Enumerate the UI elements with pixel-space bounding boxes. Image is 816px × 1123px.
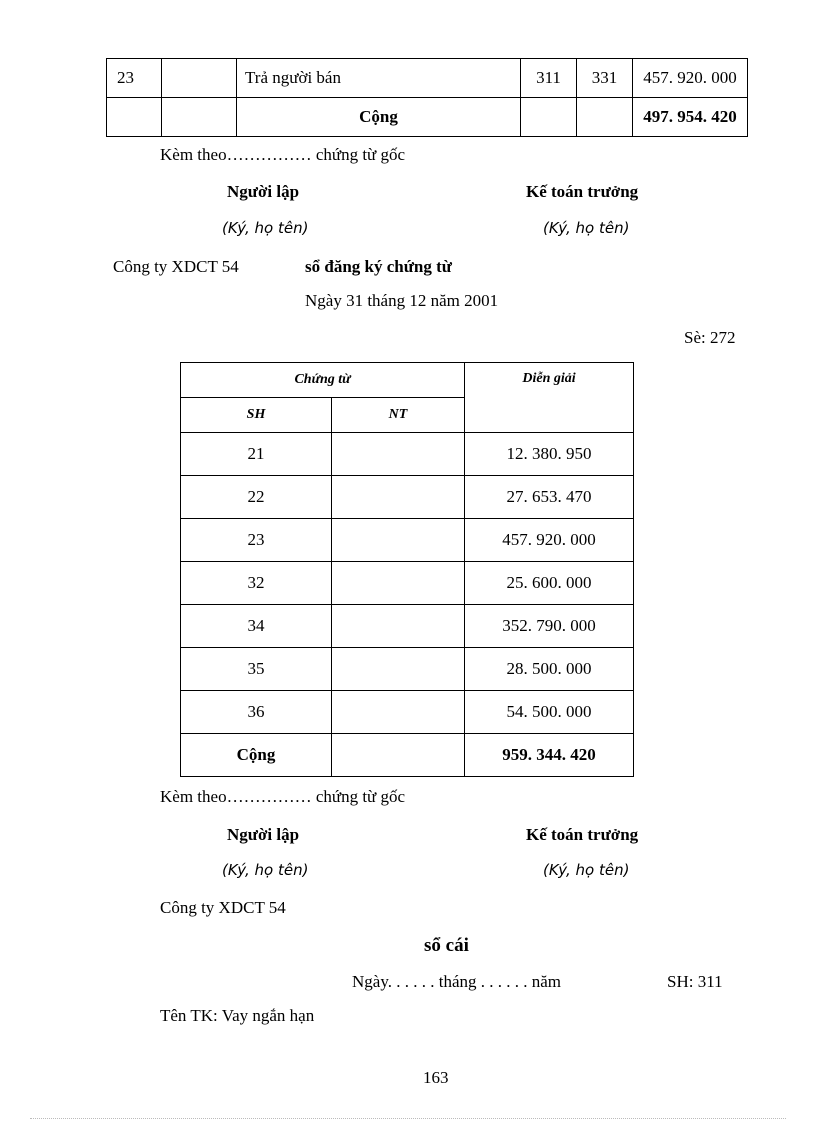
chief-accountant-label: Kế toán trưởng (526, 825, 639, 844)
table-row (181, 476, 634, 519)
header-nt: NT (332, 398, 465, 433)
cell-sh: 22 (181, 476, 332, 519)
cell-nt (162, 59, 237, 98)
header-row (181, 363, 634, 398)
page-bottom-rule (30, 1118, 786, 1119)
total-amount: 497. 954. 420 (633, 98, 748, 137)
chief-signature-note: (Ký, họ tên) (543, 219, 630, 237)
table-row (107, 59, 748, 98)
register-number: Sè: 272 (684, 328, 736, 347)
chief-accountant-label: Kế toán trưởng (526, 182, 639, 201)
preparer-label: Người lập (227, 182, 300, 201)
cell-sh: 36 (181, 691, 332, 734)
cell-credit-account: 331 (577, 59, 633, 98)
cell-sh: 35 (181, 648, 332, 691)
cell-nt (332, 476, 465, 519)
cell-amount: 457. 920. 000 (465, 519, 634, 562)
cell-nt (332, 519, 465, 562)
cell-amount: 352. 790. 000 (465, 605, 634, 648)
table-row (181, 648, 634, 691)
preparer-signature-note: (Ký, họ tên) (222, 861, 309, 879)
table-row (181, 562, 634, 605)
cell-amount: 54. 500. 000 (465, 691, 634, 734)
company-name: Công ty XDCT 54 (113, 257, 239, 276)
table-row (181, 605, 634, 648)
cell-amount: 27. 653. 470 (465, 476, 634, 519)
cell-sh: 23 (107, 59, 162, 98)
total-label: Cộng (237, 98, 521, 137)
cell-sh: 23 (181, 519, 332, 562)
table-row (181, 691, 634, 734)
cell-sh: 34 (181, 605, 332, 648)
total-row (107, 98, 748, 137)
cell-empty (162, 98, 237, 137)
header-chungtu: Chứng từ (181, 363, 465, 398)
cell-sh: 32 (181, 562, 332, 605)
preparer-label: Người lập (227, 825, 300, 844)
cell-nt (332, 433, 465, 476)
cell-amount: 12. 380. 950 (465, 433, 634, 476)
cell-nt (332, 691, 465, 734)
register-title: sổ đăng ký chứng từ (305, 257, 452, 276)
cell-nt (332, 605, 465, 648)
ledger-title: sổ cái (424, 935, 469, 956)
header-sh: SH (181, 398, 332, 433)
cell-empty (521, 98, 577, 137)
ledger-account-number: SH: 311 (667, 972, 723, 991)
cell-debit-account: 311 (521, 59, 577, 98)
page-number: 163 (423, 1068, 449, 1087)
attachment-note: Kèm theo…………… chứng từ gốc (160, 787, 406, 806)
header-diengiai: Diễn giải (465, 363, 634, 433)
cell-description: Trả người bán (237, 59, 521, 98)
register-table (180, 362, 634, 777)
total-row (181, 734, 634, 777)
company-name: Công ty XDCT 54 (160, 898, 286, 917)
cell-sh: 21 (181, 433, 332, 476)
cell-nt (332, 562, 465, 605)
register-date: Ngày 31 tháng 12 năm 2001 (305, 291, 499, 310)
cell-empty (332, 734, 465, 777)
cell-amount: 25. 600. 000 (465, 562, 634, 605)
total-label: Cộng (181, 734, 332, 777)
cell-amount: 28. 500. 000 (465, 648, 634, 691)
total-amount: 959. 344. 420 (465, 734, 634, 777)
ledger-date: Ngày. . . . . . tháng . . . . . . năm (352, 972, 562, 991)
account-name: Tên TK: Vay ngắn hạn (160, 1006, 315, 1025)
cell-nt (332, 648, 465, 691)
cell-amount: 457. 920. 000 (633, 59, 748, 98)
top-journal-table (106, 58, 748, 137)
chief-signature-note: (Ký, họ tên) (543, 861, 630, 879)
cell-empty (577, 98, 633, 137)
table-row (181, 519, 634, 562)
table-row (181, 433, 634, 476)
attachment-note: Kèm theo…………… chứng từ gốc (160, 145, 406, 164)
preparer-signature-note: (Ký, họ tên) (222, 219, 309, 237)
cell-empty (107, 98, 162, 137)
